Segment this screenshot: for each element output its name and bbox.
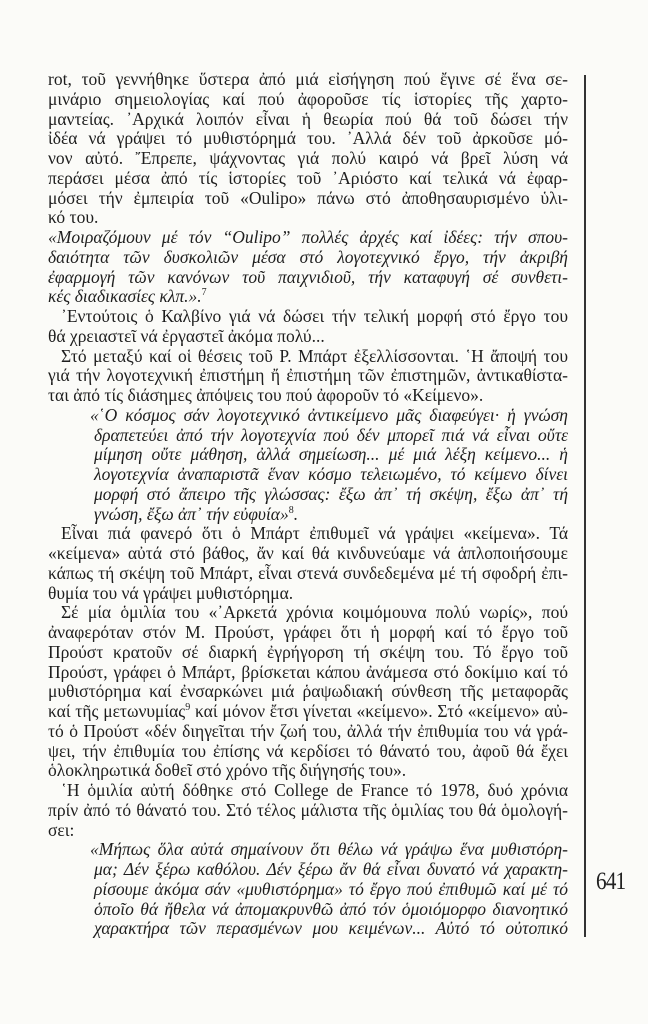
text-line bbox=[94, 485, 568, 505]
line-text: «῾Ο κόσμος σάν λογοτεχνικό ἀντικείμενο μᾶς διαφεύγει· ἡ γνώση bbox=[90, 404, 568, 425]
paragraph bbox=[48, 347, 568, 406]
text-line bbox=[48, 70, 568, 90]
line-text: «κείμενα» αὐτά στό βάθος, ἄν καί θά κινδυνεύαμε νά ἁπλοποιήσουμε bbox=[48, 543, 568, 563]
line-text: Προύστ, γράφει ὁ Μπάρτ, βρίσκεται κάπου ἀνάμεσα στό δοκίμιο καί τό bbox=[48, 661, 568, 682]
line-text: ὁποῖο θά ἤθελα νά ἀπομακρυνθῶ ἀπό τόν ὁμοιόμορφο διανοητικό bbox=[94, 898, 568, 919]
text-line bbox=[48, 781, 568, 801]
line-text: ἀναφερόταν στόν Μ. Προύστ, γράφει ὅτι ἡ μορφή καί τό ἔργο τοῦ bbox=[48, 622, 568, 642]
line-text: ῾Η ὁμιλία αὐτή δόθηκε στό College de France τό 1978, δυό χρόνια bbox=[61, 780, 568, 800]
line-text: Εἶναι πιά φανερό ὅτι ὁ Μπάρτ ἐπιθυμεῖ νά γράψει «κείμενα». Τά bbox=[61, 523, 568, 544]
line-text: κό του. bbox=[48, 207, 99, 228]
text-line bbox=[48, 268, 568, 288]
line-text: Σέ μία ὁμιλία του «᾿Αρκετά χρόνια κοιμόμουνα πολύ νωρίς», πού bbox=[61, 602, 568, 623]
paragraph bbox=[48, 603, 568, 781]
text-line bbox=[48, 386, 568, 406]
line-text: μόσει τήν ἐμπειρία τοῦ «Oulipo» πάνω στό ἀποθησαυρισμένο ὑλι- bbox=[48, 187, 568, 208]
footnote-marker: 7 bbox=[201, 287, 207, 299]
text-line bbox=[90, 404, 568, 426]
line-text: Προύστ κρατοῦν σέ διαρκή ἐγρήγορση τή σκέψη του. Τό ἔργο τοῦ bbox=[48, 641, 568, 662]
text-line bbox=[48, 663, 568, 683]
paragraph bbox=[48, 70, 568, 228]
paragraph bbox=[48, 524, 568, 603]
text-line bbox=[48, 603, 568, 623]
line-text: μυθιστόρημα καί ἐνσαρκώνει μιά ῥαψωδιακή σύνθεση τῆς μεταφορᾶς bbox=[48, 681, 568, 702]
text-line bbox=[94, 919, 568, 939]
text-line bbox=[94, 426, 568, 446]
line-text: δαιότητα τῶν δυσκολιῶν μέσα στό λογοτεχνικό ἔργο, τήν ἀκριβή bbox=[48, 246, 568, 267]
text-line bbox=[94, 465, 568, 485]
text-line bbox=[48, 347, 568, 367]
block-quote bbox=[48, 406, 568, 525]
line-text: ψει, τήν ἐπιθυμία του ἐπίσης νά κερδίσει τό θάνατό του, ἀφοῦ θά ἔχει bbox=[48, 740, 568, 761]
text-line bbox=[94, 445, 568, 465]
text-line bbox=[48, 643, 568, 663]
text-line bbox=[48, 110, 568, 130]
text-line bbox=[48, 327, 568, 347]
line-text: μίμηση οὔτε μάθηση, ἀλλά σημείωση... μέ μιά λέξη κείμενο... ἡ bbox=[94, 444, 568, 465]
text-line bbox=[48, 564, 568, 584]
text-line bbox=[48, 761, 568, 781]
line-text: θυμία του νά γράψει μυθιστόρημα. bbox=[48, 582, 294, 603]
text-line bbox=[48, 208, 568, 228]
block-quote bbox=[48, 228, 568, 307]
line-text: ἐφαρμογή τῶν κανόνων τοῦ παιχνιδιοῦ, τήν καταφυγή σέ συνθετι- bbox=[48, 266, 568, 287]
text-line bbox=[48, 623, 568, 643]
text-line bbox=[48, 584, 568, 604]
margin-rule bbox=[584, 75, 586, 937]
line-text: καί τῆς μετωνυμίας bbox=[48, 701, 186, 721]
text-line bbox=[48, 129, 568, 149]
line-text: μινάριο σημειολογίας καί πού ἀφοροῦσε τίς ἱστορίες τῆς χαρτο- bbox=[48, 88, 568, 109]
line-text: rot, τοῦ γεννήθηκε ὕστερα ἀπό μιά εἰσήγηση πού ἔγινε σέ ἕνα σε- bbox=[48, 69, 568, 89]
line-text: δραπετεύει ἀπό τήν λογοτεχνία πού δέν μπορεῖ πιά νά εἶναι οὔτε bbox=[94, 424, 568, 445]
text-line bbox=[48, 307, 568, 327]
line-text: γνώση, ἔξω ἀπ᾿ τήν εὐφυία» bbox=[94, 503, 289, 524]
line-text: Στό μεταξύ καί οἱ θέσεις τοῦ Ρ. Μπάρτ ἐξελλίσσονται. ῾Η ἄποψή του bbox=[61, 345, 568, 366]
line-text: ἰδέα νά γράψει τό μυθιστόρημά του. ᾿Αλλά δέν τοῦ ἀρκοῦσε μό- bbox=[48, 128, 568, 149]
line-text: ᾿Εντούτοις ὁ Καλβίνο γιά νά δώσει τήν τελική μορφή στό ἔργο του bbox=[61, 306, 568, 326]
text-line bbox=[90, 839, 568, 860]
line-text: νον αὐτό. Ἔπρεπε, ψάχνοντας γιά πολύ καιρό νά βρεῖ λύση νά bbox=[48, 148, 568, 168]
line-text: θά χρειαστεῖ νά ἐργαστεῖ ἀκόμα πολύ... bbox=[48, 325, 325, 346]
line-text: περάσει μέσα ἀπό τίς ἱστορίες τοῦ ᾿Αριόστο καί τελικά νά ἐφαρ- bbox=[48, 167, 568, 188]
text-line bbox=[48, 742, 568, 762]
page-number: 641 bbox=[596, 868, 626, 895]
text-line bbox=[48, 189, 568, 209]
line-text: κές διαδικασίες κλπ.». bbox=[48, 286, 202, 307]
line-text: τό ὁ Προύστ «δέν διηγεῖται τήν ζωή του, ἀλλά τήν ἐπιθυμία του νά γρά- bbox=[48, 720, 568, 741]
text-line bbox=[48, 228, 568, 248]
line-text-after-note: . bbox=[293, 503, 299, 524]
line-text-after-note: καί μόνον ἔτσι γίνεται «κείμενο». Στό «κείμενο» αὐ- bbox=[190, 701, 568, 721]
line-text: χαρακτήρα τῶν περασμένων μου κειμένων... Αὐτό τό οὐτοπικό bbox=[94, 918, 568, 939]
footnote-marker: 8 bbox=[288, 504, 294, 516]
line-text: «Μοιραζόμουν μέ τόν “Oulipo” πολλές ἀρχές καί ἰδέες: τήν σπου- bbox=[48, 227, 568, 247]
text-line bbox=[48, 248, 568, 268]
text-line bbox=[48, 524, 568, 544]
line-text: λογοτεχνία ἀναπαριστᾶ ἕναν κόσμο τελειωμένο, τό κείμενο δίνει bbox=[94, 464, 568, 484]
text-line bbox=[48, 544, 568, 564]
footnote-marker: 9 bbox=[185, 702, 191, 713]
text-line bbox=[48, 90, 568, 110]
text-line bbox=[48, 149, 568, 169]
line-text: «Μήπως ὅλα αὐτά σημαίνουν ὅτι θέλω νά γράψω ἕνα μυθιστόρη- bbox=[90, 839, 568, 860]
line-text: ρίσουμε ἀκόμα σάν «μυθιστόρημα» τό ἔργο πού ἐπιθυμῶ καί μέ τό bbox=[94, 878, 568, 899]
text-line bbox=[94, 505, 568, 525]
text-line bbox=[48, 801, 568, 821]
line-text: γιά τήν λογοτεχνική ἐπιστήμη ἤ ἐπιστήμη τῶν ἐπιστημῶν, ἀντικαθίστα- bbox=[48, 365, 568, 386]
line-text: ται ἀπό τίς διάσημες ἀπόψεις του πού ἀφοροῦν τό «Κείμενο». bbox=[48, 385, 484, 405]
text-line bbox=[48, 821, 568, 841]
line-text: σει: bbox=[48, 819, 75, 840]
text-line bbox=[48, 722, 568, 742]
line-text: μαντείας. ᾿Αρχικά λοιπόν εἶναι ἡ θεωρία πού θά τοῦ δώσει τήν bbox=[48, 108, 568, 129]
line-text: μορφή στό ἄπειρο τῆς γλώσσας: ἔξω ἀπ᾿ τή σκέψη, ἔξω ἀπ᾿ τή bbox=[94, 483, 568, 504]
line-text: πρίν ἀπό τό θάνατό του. Στό τέλος μάλιστα τῆς ὁμιλίας του θά ὁμολογή- bbox=[48, 799, 568, 820]
line-text: κάπως τή σκέψη τοῦ Μπάρτ, εἶναι στενά συνδεδεμένα μέ τή σφοδρή ἐπι- bbox=[48, 562, 568, 583]
text-line bbox=[48, 169, 568, 189]
paragraph bbox=[48, 781, 568, 840]
paragraph bbox=[48, 307, 568, 347]
text-line bbox=[94, 860, 568, 880]
block-quote bbox=[48, 840, 568, 939]
body-text bbox=[48, 70, 568, 939]
text-line bbox=[94, 900, 568, 920]
text-line bbox=[48, 287, 568, 307]
text-line bbox=[48, 682, 568, 702]
text-line bbox=[94, 880, 568, 900]
line-text: μα; Δέν ξέρω καθόλου. Δέν ξέρω ἄν θά εἶναι δυνατό νά χαρακτη- bbox=[94, 859, 568, 879]
text-line bbox=[48, 366, 568, 386]
line-text: ὁλοκληρωτικά δοθεῖ στό χρόνο τῆς διήγησής του». bbox=[48, 760, 407, 781]
text-line bbox=[48, 702, 568, 722]
